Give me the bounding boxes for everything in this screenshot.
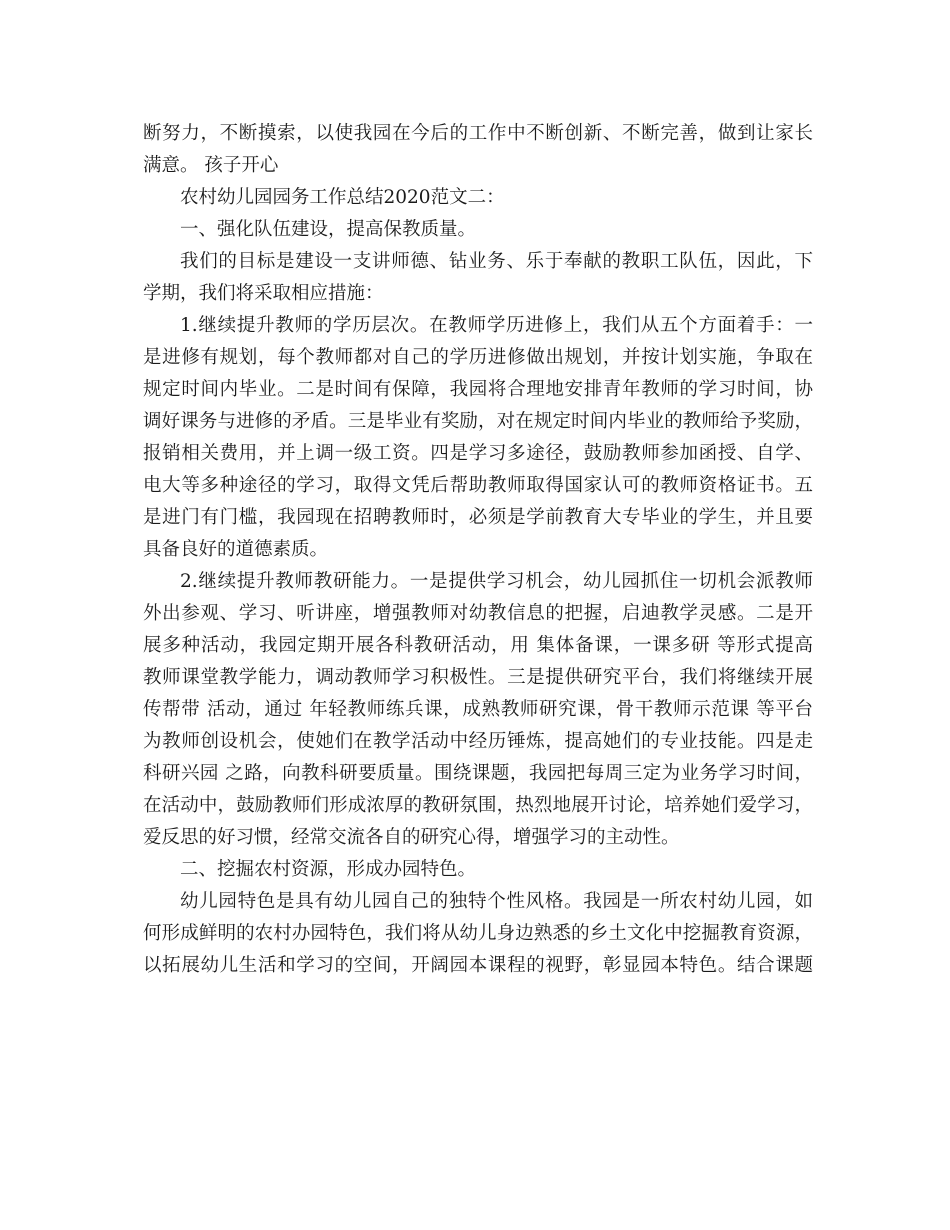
text-line: 电大等多种途径的学习，取得文凭后帮助教师取得国家认可的教师资格证书。五 <box>143 475 813 496</box>
text-line: 幼儿园特色是具有幼儿园自己的独特个性风格。我园是一所农村幼儿园，如 <box>180 891 813 912</box>
text-line: 我们的目标是建设一支讲师德、钻业务、乐于奉献的教职工队伍，因此，下 <box>180 251 813 272</box>
text-line: 教师课堂教学能力，调动教师学习积极性。三是提供研究平台，我们将继续开展 <box>143 667 813 688</box>
text-line: 何形成鲜明的农村办园特色，我们将从幼儿身边熟悉的乡土文化中挖掘教育资源， <box>143 923 813 944</box>
text-line: 学期，我们将采取相应措施： <box>143 283 384 304</box>
text-line: 调好课务与进修的矛盾。三是毕业有奖励，对在规定时间内毕业的教师给予奖励， <box>143 411 813 432</box>
text-line: 展多种活动，我园定期开展各科教研活动，用 集体备课，一课多研 等形式提高 <box>143 635 813 656</box>
text-line: 具备良好的道德素质。 <box>143 539 329 560</box>
text-line: 农村幼儿园园务工作总结2020范文二： <box>180 187 505 208</box>
text-line: 报销相关费用，并上调一级工资。四是学习多途径，鼓励教师参加函授、自学、 <box>143 443 813 464</box>
text-line: 在活动中，鼓励教师们形成浓厚的教研氛围，热烈地展开讨论，培养她们爱学习， <box>143 795 813 816</box>
text-line: 科研兴园 之路，向教科研要质量。围绕课题，我园把每周三定为业务学习时间， <box>143 763 813 784</box>
text-line: 爱反思的好习惯，经常交流各自的研究心得，增强学习的主动性。 <box>143 827 680 848</box>
text-line: 是进修有规划，每个教师都对自己的学历进修做出规划，并按计划实施，争取在 <box>143 347 813 368</box>
text-line: 二、挖掘农村资源，形成办园特色。 <box>180 859 477 880</box>
document-body <box>143 118 813 982</box>
text-line: 1.继续提升教师的学历层次。在教师学历进修上，我们从五个方面着手：一 <box>180 315 813 336</box>
text-line: 为教师创设机会，使她们在教学活动中经历锤炼，提高她们的专业技能。四是走 <box>143 731 813 752</box>
text-line: 断努力，不断摸索，以使我园在今后的工作中不断创新、不断完善，做到让家长 <box>143 123 813 144</box>
text-line: 外出参观、学习、听讲座，增强教师对幼教信息的把握，启迪教学灵感。二是开 <box>143 603 813 624</box>
text-line: 一、强化队伍建设，提高保教质量。 <box>180 219 477 240</box>
text-line: 2.继续提升教师教研能力。一是提供学习机会，幼儿园抓住一切机会派教师 <box>180 571 813 592</box>
text-line: 以拓展幼儿生活和学习的空间，开阔园本课程的视野，彰显园本特色。结合课题 <box>143 955 813 976</box>
text-line: 是进门有门槛，我园现在招聘教师时，必须是学前教育大专毕业的学生，并且要 <box>143 507 813 528</box>
text-line: 满意。 孩子开心 <box>143 155 279 176</box>
text-line: 传帮带 活动，通过 年轻教师练兵课，成熟教师研究课，骨干教师示范课 等平台 <box>143 699 813 720</box>
text-line: 规定时间内毕业。二是时间有保障，我园将合理地安排青年教师的学习时间，协 <box>143 379 813 400</box>
